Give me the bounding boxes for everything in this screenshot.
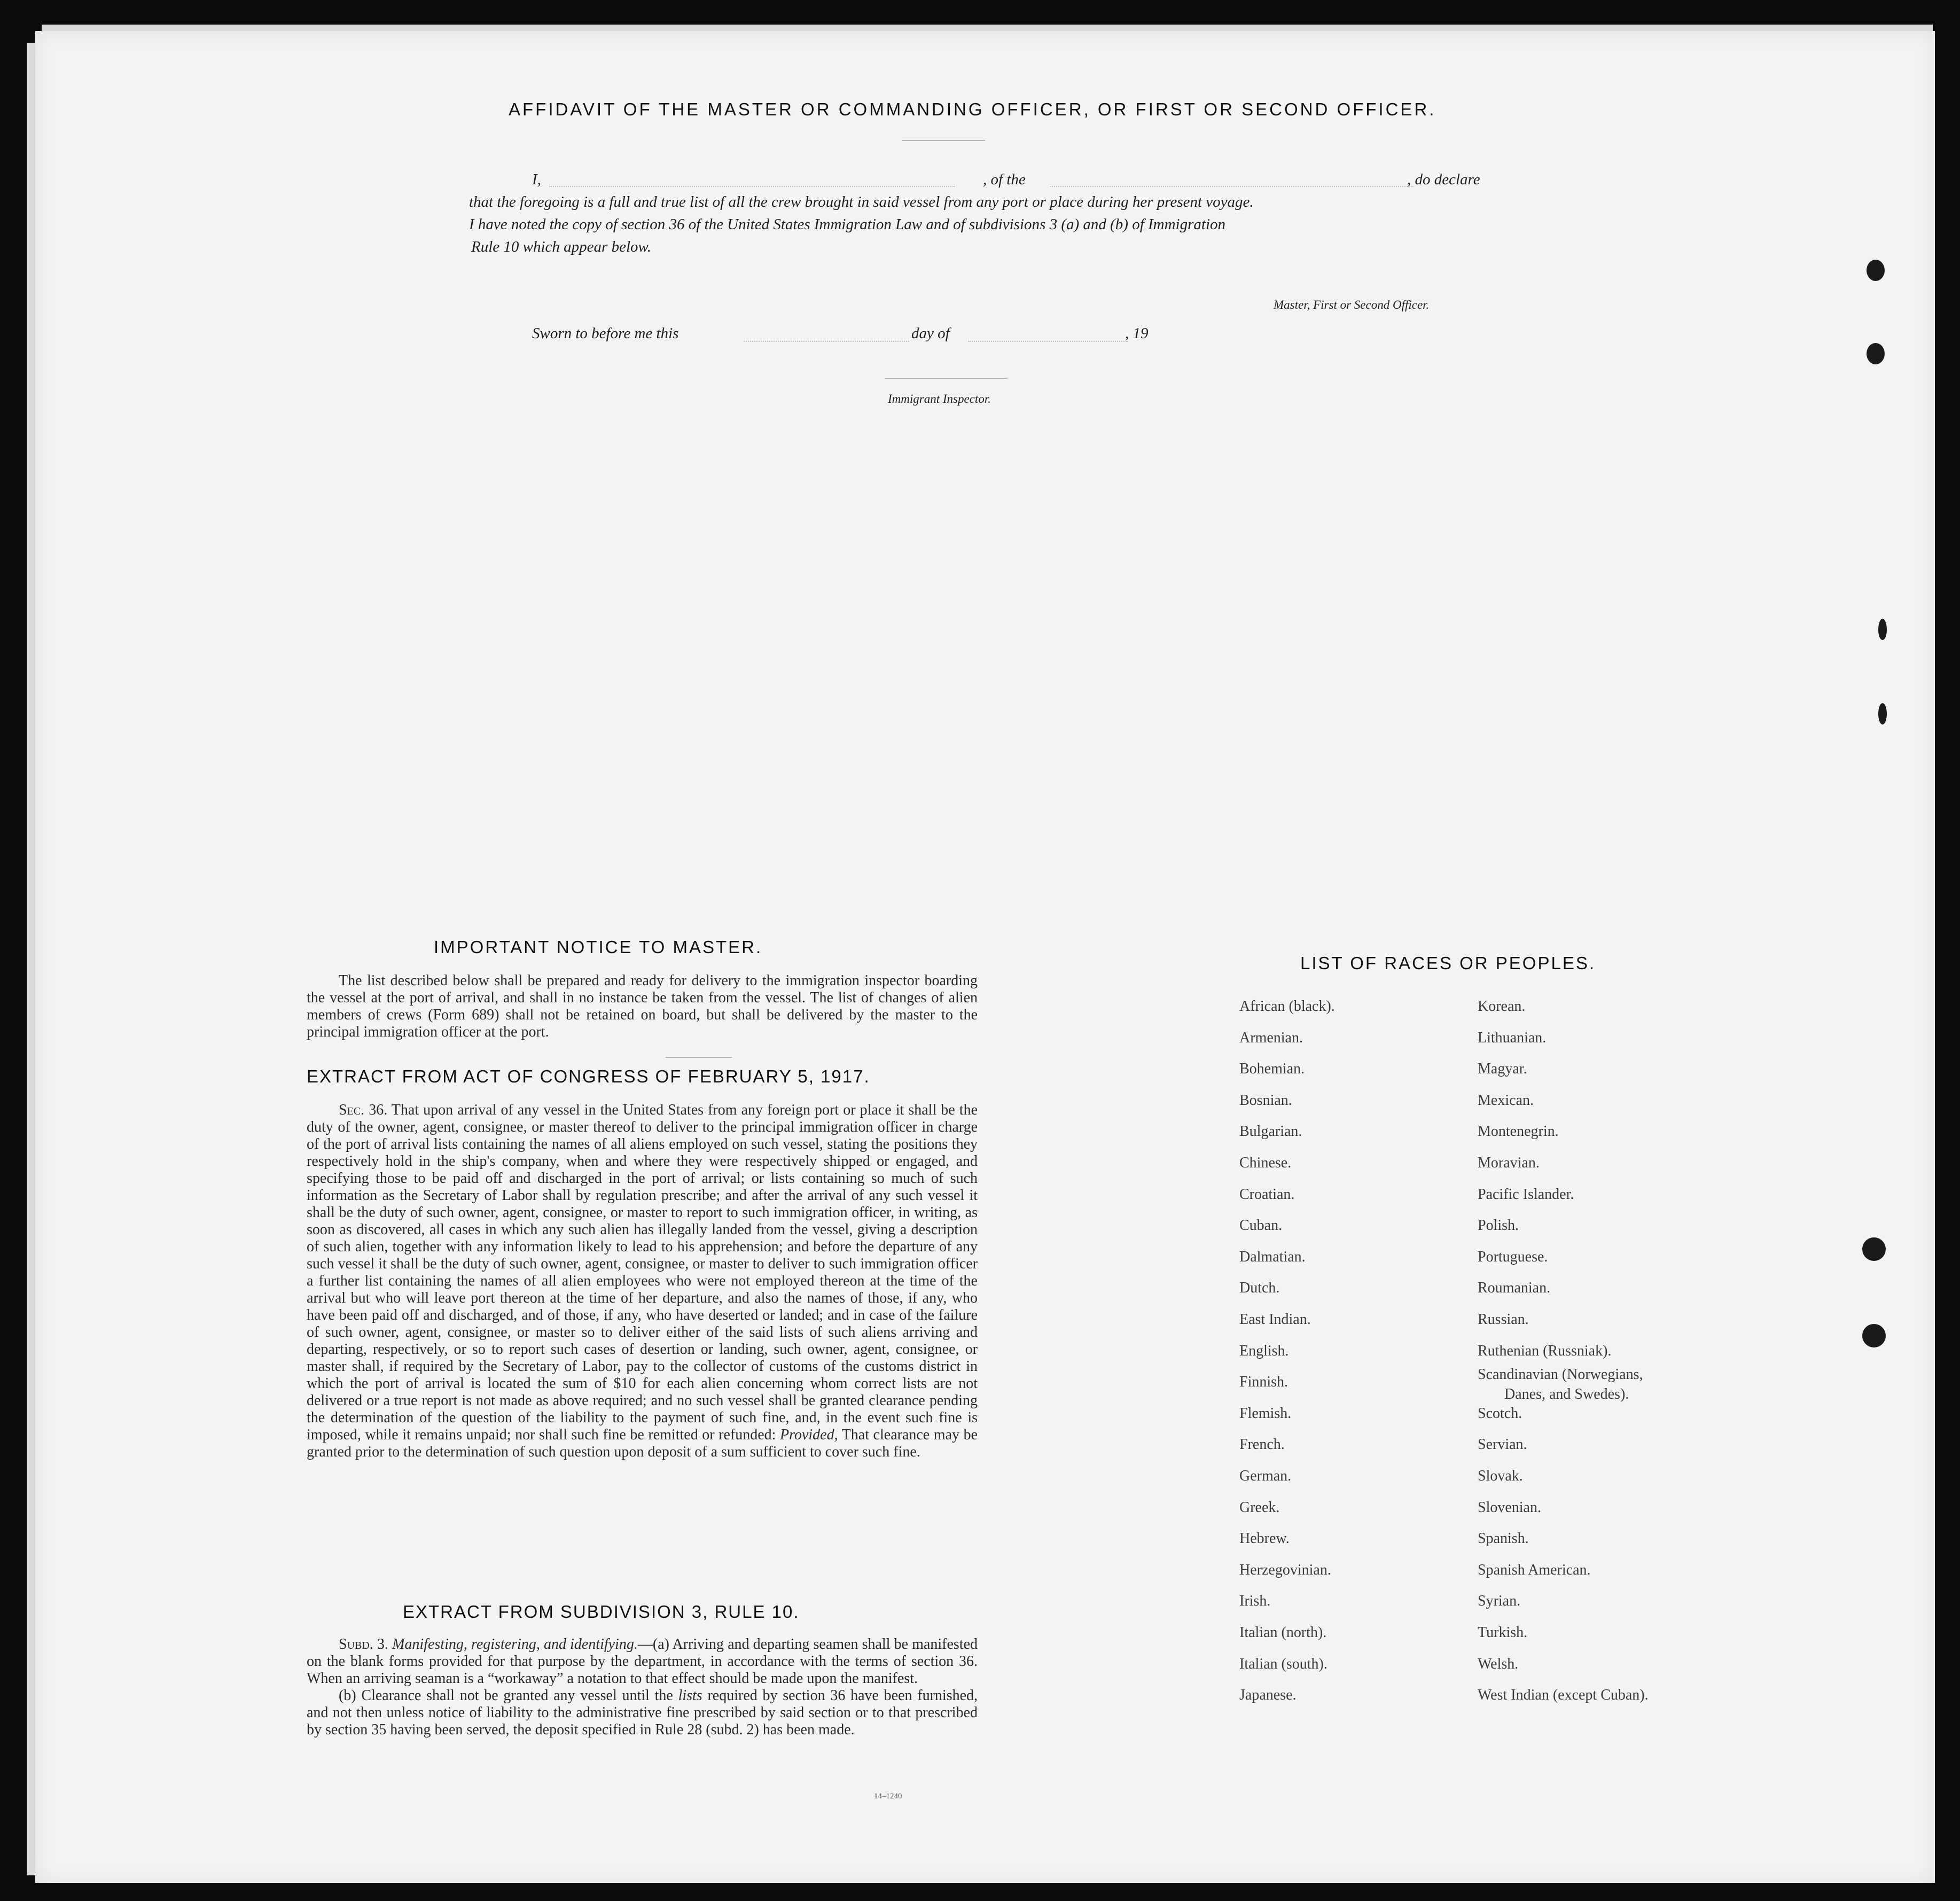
binder-hole: [1862, 1324, 1886, 1347]
inspector-signature-line: [885, 378, 1008, 379]
race-item: Greek.: [1239, 1499, 1280, 1516]
race-item: Moravian.: [1478, 1155, 1540, 1171]
race-item: Welsh.: [1478, 1656, 1519, 1672]
race-item: Syrian.: [1478, 1593, 1521, 1609]
race-item: Montenegrin.: [1478, 1123, 1559, 1140]
race-item: Ruthenian (Russniak).: [1478, 1343, 1612, 1359]
sworn-month-field[interactable]: [968, 341, 1128, 342]
race-continuation: Danes, and Swedes).: [1504, 1386, 1629, 1403]
race-item: Portuguese.: [1478, 1249, 1548, 1265]
race-item: Slovak.: [1478, 1468, 1523, 1484]
race-item: Herzegovinian.: [1239, 1562, 1331, 1578]
notice-text: [307, 972, 978, 1041]
race-item: Chinese.: [1239, 1155, 1292, 1171]
race-item: German.: [1239, 1468, 1292, 1484]
affidavit-do-declare-label: , do declare: [1407, 171, 1480, 188]
binder-hole: [1867, 343, 1885, 364]
subd-3-text-b-start: (b) Clearance shall not be granted any vessel until the: [339, 1687, 673, 1704]
subd-3-text-b-end: required by section 36 have been furnished, and not then unless notice of liability to the administrative fine prescribed by said section or to that prescribed by section 35 having been served, the deposit specified in Rule 28 (subd. 2) has been made.: [307, 1687, 978, 1738]
affidavit-declaration-line-4: Rule 10 which appear below.: [471, 238, 651, 255]
binder-hole: [1878, 703, 1887, 724]
race-item: Croatian.: [1239, 1186, 1295, 1203]
race-item: Lithuanian.: [1478, 1030, 1547, 1046]
declarant-name-field[interactable]: [549, 186, 955, 187]
race-item: Scotch.: [1478, 1405, 1522, 1422]
act-extract-title: EXTRACT FROM ACT OF CONGRESS OF FEBRUARY 5, 1917.: [307, 1066, 870, 1086]
subd-3-heading: Manifesting, registering, and identifying.: [392, 1636, 638, 1653]
rule-extract-text: [307, 1636, 978, 1739]
notice-title: IMPORTANT NOTICE TO MASTER.: [434, 937, 763, 957]
race-item: Dalmatian.: [1239, 1249, 1306, 1265]
affidavit-declaration-line-3: I have noted the copy of section 36 of the United States Immigration Law and of subdivisions 3 (a) and (b) of Immigration: [469, 216, 1226, 233]
subd-3-label: Subd. 3.: [339, 1636, 388, 1653]
race-item: Irish.: [1239, 1593, 1271, 1609]
sworn-year-label: , 19: [1125, 325, 1149, 342]
race-item: Bosnian.: [1239, 1092, 1292, 1109]
race-item: Hebrew.: [1239, 1530, 1290, 1547]
race-item: West Indian (except Cuban).: [1478, 1687, 1649, 1703]
race-item: Japanese.: [1239, 1687, 1297, 1703]
race-item: African (black).: [1239, 998, 1335, 1015]
sworn-day-field[interactable]: [744, 341, 909, 342]
race-item: Korean.: [1478, 998, 1526, 1015]
race-item: Cuban.: [1239, 1217, 1283, 1234]
sworn-day-of-label: day of: [911, 325, 950, 342]
form-number: 14–1240: [874, 1792, 902, 1801]
notice-paragraph: The list described below shall be prepared and ready for delivery to the immigration inspector boarding the vessel at the port of arrival, and shall in no instance be taken from the vessel. The list of changes of alien members of crews (Form 689) shall not be retained on board, but shall be delivered by the master to the principal immigration officer at the port.: [307, 972, 978, 1040]
race-item: Flemish.: [1239, 1405, 1292, 1422]
notice-divider: [666, 1057, 732, 1058]
affidavit-declaration-line-2: that the foregoing is a full and true list of all the crew brought in said vessel from any port or place during her present voyage.: [469, 193, 1254, 211]
subd-3-paragraph-b: [307, 1687, 978, 1739]
subd-3-paragraph-a: [307, 1636, 978, 1687]
races-title: LIST OF RACES OR PEOPLES.: [1300, 953, 1596, 973]
subd-3-text-a: —(a) Arriving and departing seamen shall be manifested on the blank forms provided for that purpose by the department, in accordance with the terms of section 36. When an arriving seaman is a “workaway” a notation to that effect should be made upon the manifest.: [307, 1636, 978, 1687]
sec-36-body-end: That clearance may be granted prior to the determination of such question upon deposit of a sum sufficient to cover such fine.: [307, 1427, 978, 1460]
affidavit-i-label: I,: [532, 171, 541, 188]
race-item: Magyar.: [1478, 1061, 1527, 1077]
race-item: Dutch.: [1239, 1280, 1280, 1296]
race-item: Russian.: [1478, 1311, 1529, 1328]
race-item: Bulgarian.: [1239, 1123, 1302, 1140]
title-divider: [902, 140, 985, 141]
document-page: [35, 31, 1935, 1883]
vessel-name-field[interactable]: [1050, 186, 1414, 187]
race-item: Armenian.: [1239, 1030, 1303, 1046]
affidavit-title: AFFIDAVIT OF THE MASTER OR COMMANDING OFFICER, OR FIRST OR SECOND OFFICER.: [509, 99, 1436, 119]
race-item: French.: [1239, 1436, 1285, 1453]
binder-hole: [1878, 619, 1887, 640]
race-item: Italian (south).: [1239, 1656, 1328, 1672]
sec-36-body: That upon arrival of any vessel in the United States from any foreign port or place it shall be the duty of the owner, agent, consignee, or master thereof to deliver to the principal immigration officer in charge of the port of arrival lists containing the names of all aliens employed on such vessel, stating the positions they respectively hold in the ship's company, when and where they were respectively shipped or engaged, and specifying those to be paid off and discharged in the port of arrival; or lists containing so much of such information as the Secretary of Labor shall by regulation prescribe; and after the arrival of any such vessel it shall be the duty of such owner, agent, consignee, or master to report to such immigration officer, in writing, as soon as discovered, all cases in which any such alien has illegally landed from the vessel, giving a description of such alien, together with any information likely to lead to his apprehension; and before the departure of any such vessel it shall be the duty of such owner, agent, consignee, or master to deliver to such immigration officer a further list containing the names of all alien employees who were not employed thereon at the time of the arrival but who will leave port thereon at the time of her departure, and also the names of those, if any, who have been paid off and discharged, and of those, if any, who have deserted or landed; and in case of the failure of such owner, agent, consignee, or master so to deliver either of the said lists of such aliens arriving and departing, respectively, or so to report such cases of desertion or landing, such owner, agent, consignee, or master shall, if required by the Secretary of Labor, pay to the collector of customs of the customs district in which the port of arrival is located the sum of $10 for each alien concerning whom correct lists are not delivered or a true report is not made as above required; and no such vessel shall be granted clearance pending the determination of the question of the liability to the payment of such fine, and, in the event such fine is imposed, while it remains unpaid; nor shall such fine be remitted or refunded:: [307, 1102, 978, 1443]
sec-36-provided: Provided,: [780, 1427, 838, 1443]
subd-3-lists-word: lists: [678, 1687, 702, 1704]
race-item: Slovenian.: [1478, 1499, 1541, 1516]
binder-hole: [1867, 260, 1885, 281]
race-item: Scandinavian (Norwegians,: [1478, 1366, 1643, 1383]
race-item: English.: [1239, 1343, 1289, 1359]
race-item: Bohemian.: [1239, 1061, 1305, 1077]
race-item: Finnish.: [1239, 1374, 1289, 1390]
signature-label: Master, First or Second Officer.: [1274, 298, 1430, 311]
affidavit-of-the-label: , of the: [983, 171, 1026, 188]
race-item: Italian (north).: [1239, 1624, 1327, 1641]
race-item: East Indian.: [1239, 1311, 1311, 1328]
race-item: Spanish.: [1478, 1530, 1529, 1547]
race-item: Servian.: [1478, 1436, 1527, 1453]
act-extract-text: [307, 1102, 978, 1461]
race-item: Turkish.: [1478, 1624, 1528, 1641]
race-item: Polish.: [1478, 1217, 1519, 1234]
rule-extract-title: EXTRACT FROM SUBDIVISION 3, RULE 10.: [403, 1602, 800, 1622]
sec-36-paragraph: [307, 1102, 978, 1461]
inspector-label: Immigrant Inspector.: [888, 392, 991, 406]
race-item: Roumanian.: [1478, 1280, 1551, 1296]
race-item: Pacific Islander.: [1478, 1186, 1574, 1203]
race-item: Mexican.: [1478, 1092, 1534, 1109]
binder-hole: [1862, 1237, 1886, 1261]
sworn-before-label: Sworn to before me this: [532, 325, 679, 342]
sec-36-label: Sec. 36.: [339, 1102, 388, 1118]
race-item: Spanish American.: [1478, 1562, 1591, 1578]
